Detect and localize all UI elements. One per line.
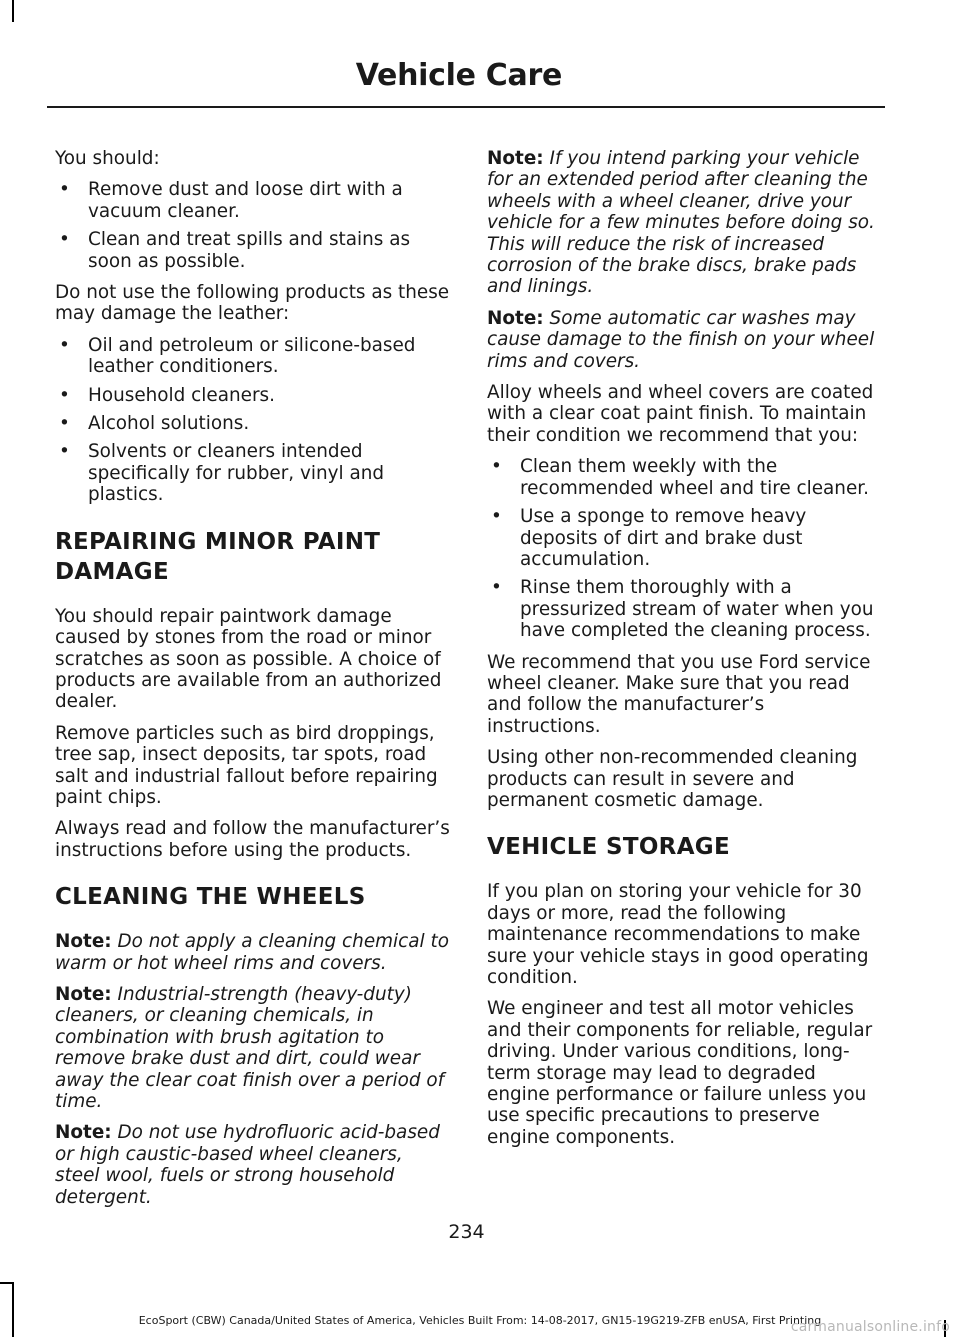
- note-text: Do not use hydrofluoric acid-based or high caustic-based wheel cleaners, steel wool, fuels or strong household detergent.: [55, 1122, 440, 1208]
- right-column: [487, 148, 883, 1158]
- note-label: Note:: [55, 931, 112, 953]
- note-label: Note:: [55, 1122, 112, 1144]
- crop-mark-bottom-left-horizontal: [0, 1282, 14, 1284]
- note: [487, 308, 883, 372]
- alloy-list: [487, 456, 883, 641]
- header-rule: [47, 106, 885, 108]
- list-item: • Use a sponge to remove heavy deposits of dirt and brake dust accumulation.: [491, 506, 807, 570]
- damage-intro: Do not use the following products as these may damage the leather:: [55, 282, 450, 325]
- note-text: Some automatic car washes may cause damage to the finish on your wheel rims and covers.: [487, 307, 875, 372]
- storage-paragraph: We engineer and test all motor vehicles and their components for reliable, regular driving. Under various conditions, long-term storage may lead to degraded engine performance or failure unless you use specific precautions to preserve engine components.: [487, 998, 873, 1148]
- page-number: 234: [448, 1221, 485, 1243]
- repair-paragraph: You should repair paintwork damage caused by stones from the road or minor scratches as soon as possible. A choice of products are available from an authorized dealer.: [55, 605, 442, 713]
- note: [55, 931, 450, 974]
- watermark: carmanualsonline.info: [790, 1319, 950, 1335]
- wheels-heading: CLEANING THE WHEELS: [55, 884, 366, 911]
- bullet-icon: •: [59, 179, 70, 201]
- note: [55, 1122, 450, 1208]
- note-text: Do not apply a cleaning chemical to warm or hot wheel rims and covers.: [55, 931, 449, 974]
- list-item: • Alcohol solutions.: [59, 413, 250, 435]
- bullet-icon: •: [59, 384, 70, 406]
- note-label: Note:: [55, 983, 112, 1005]
- bullet-icon: •: [491, 506, 502, 528]
- list-item: • Solvents or cleaners intended specifically for rubber, vinyl and plastics.: [59, 441, 385, 506]
- bullet-icon: •: [59, 441, 70, 463]
- list-item: • Household cleaners.: [59, 384, 275, 406]
- note: [487, 148, 883, 298]
- damage-list: [55, 335, 450, 506]
- page-title: Vehicle Care: [355, 58, 562, 93]
- bullet-icon: •: [59, 413, 70, 435]
- note-label: Note:: [487, 148, 544, 169]
- list-item: • Oil and petroleum or silicone-based leather conditioners.: [59, 334, 416, 378]
- repair-heading: REPAIRING MINOR PAINT DAMAGE: [55, 528, 381, 585]
- should-list: [55, 179, 450, 272]
- list-item: • Clean and treat spills and stains as soon as possible.: [59, 229, 411, 272]
- note-text: If you intend parking your vehicle for an extended period after cleaning the wheels with a wheel cleaner, drive your vehicle for a few minutes before doing so. This will reduce the risk of increased corrosion of the brake discs, brake pads and linings.: [487, 148, 875, 298]
- note-text: Industrial-strength (heavy-duty) cleaners, or cleaning chemicals, in combination with brush agitation to remove brake dust and dirt, could wear away the clear coat finish over a period of time.: [55, 983, 445, 1112]
- bullet-icon: •: [491, 456, 502, 478]
- repair-paragraph: Always read and follow the manufacturer’s instructions before using the products.: [55, 818, 450, 861]
- list-item: • Rinse them thoroughly with a pressurized stream of water when you have completed the cleaning process.: [491, 577, 874, 642]
- storage-paragraph: If you plan on storing your vehicle for 30 days or more, read the following maintenance recommendations to make sure your vehicle stays in good operating condition.: [487, 881, 869, 988]
- bullet-icon: •: [491, 577, 502, 599]
- list-item: • Remove dust and loose dirt with a vacuum cleaner.: [59, 179, 403, 222]
- list-item: • Clean them weekly with the recommended wheel and tire cleaner.: [491, 456, 869, 499]
- bullet-icon: •: [59, 229, 70, 251]
- note: [55, 984, 450, 1112]
- alloy-intro: Alloy wheels and wheel covers are coated with a clear coat paint finish. To maintain their condition we recommend that you:: [487, 382, 874, 446]
- repair-paragraph: Remove particles such as bird droppings, tree sap, insect deposits, tar spots, road salt and industrial fallout before repairing paint chips.: [55, 722, 438, 808]
- note-label: Note:: [487, 307, 544, 329]
- left-column: [55, 148, 450, 1218]
- publication-footer: EcoSport (CBW) Canada/United States of America, Vehicles Built From: 14-08-2017, GN15-19G219-ZFB enUSA, First Printing: [138, 1314, 822, 1327]
- bullet-icon: •: [59, 334, 70, 356]
- should-intro: You should:: [55, 148, 160, 169]
- crop-mark-bottom-left-vertical: [12, 1282, 14, 1337]
- storage-heading: VEHICLE STORAGE: [487, 834, 730, 861]
- crop-mark-top-left-vertical: [12, 0, 14, 22]
- wheel-paragraph: Using other non-recommended cleaning products can result in severe and permanent cosmetic damage.: [487, 747, 858, 811]
- wheel-paragraph: We recommend that you use Ford service wheel cleaner. Make sure that you read and follow the manufacturer’s instructions.: [487, 651, 871, 737]
